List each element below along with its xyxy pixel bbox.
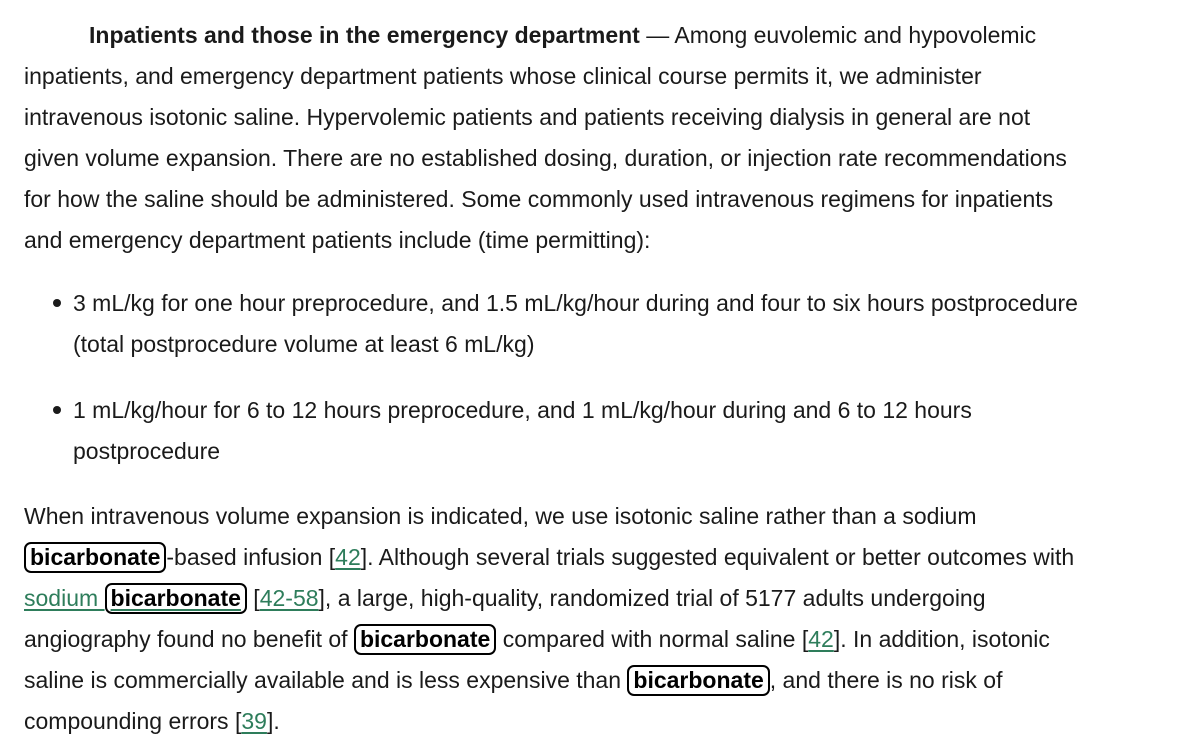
reference-link[interactable]: 42: [808, 626, 834, 652]
paragraph-line: compounding errors [39].: [24, 708, 280, 734]
reference-link[interactable]: 42: [335, 544, 361, 570]
section-heading: Inpatients and those in the emergency department: [89, 22, 640, 48]
paragraph-line: sodium bicarbonate [42-58], a large, high-quality, randomized trial of 5177 adults undergoing: [24, 578, 1184, 619]
paragraph-line: When intravenous volume expansion is indicated, we use isotonic saline rather than a sodium: [24, 503, 977, 529]
reference-link[interactable]: 39: [241, 708, 267, 734]
bicarbonate-paragraph: [24, 496, 1184, 742]
sodium-bicarbonate-link[interactable]: sodium bicarbonate: [24, 583, 247, 614]
list-item-line: (total postprocedure volume at least 6 mL/kg): [73, 331, 535, 357]
search-highlight: bicarbonate: [354, 624, 496, 655]
bullet-icon: [53, 406, 61, 414]
search-highlight: bicarbonate: [627, 665, 769, 696]
paragraph-line: intravenous isotonic saline. Hypervolemic patients and patients receiving dialysis in general are not: [24, 104, 1031, 130]
paragraph-line: inpatients, and emergency department patients whose clinical course permits it, we administer: [24, 63, 982, 89]
search-highlight: bicarbonate: [105, 583, 247, 614]
list-item-line: postprocedure: [73, 438, 221, 464]
paragraph-line: angiography found no benefit of bicarbonate compared with normal saline [42]. In addition, isotonic: [24, 619, 1184, 660]
list-item-line: 1 mL/kg/hour for 6 to 12 hours preprocedure, and 1 mL/kg/hour during and 6 to 12 hours: [73, 397, 972, 423]
reference-link[interactable]: 42-58: [259, 585, 319, 611]
paragraph-text: — Among euvolemic and hypovolemic: [639, 22, 1037, 48]
paragraph-line: given volume expansion. There are no established dosing, duration, or injection rate recommendations: [24, 145, 1067, 171]
list-item-line: 3 mL/kg for one hour preprocedure, and 1.5 mL/kg/hour during and four to six hours postprocedure: [73, 290, 1078, 316]
paragraph-line: saline is commercially available and is less expensive than bicarbonate , and there is no risk of: [24, 660, 1184, 701]
paragraph-line: [24, 15, 1184, 56]
paragraph-line: and emergency department patients include (time permitting):: [24, 227, 651, 253]
inpatient-paragraph: [24, 15, 1184, 261]
bullet-icon: [53, 299, 61, 307]
paragraph-line: for how the saline should be administered. Some commonly used intravenous regimens for inpatients: [24, 186, 1054, 212]
paragraph-line: bicarbonate -based infusion [42]. Although several trials suggested equivalent or better outcomes with: [24, 537, 1184, 578]
search-highlight: bicarbonate: [24, 542, 166, 573]
